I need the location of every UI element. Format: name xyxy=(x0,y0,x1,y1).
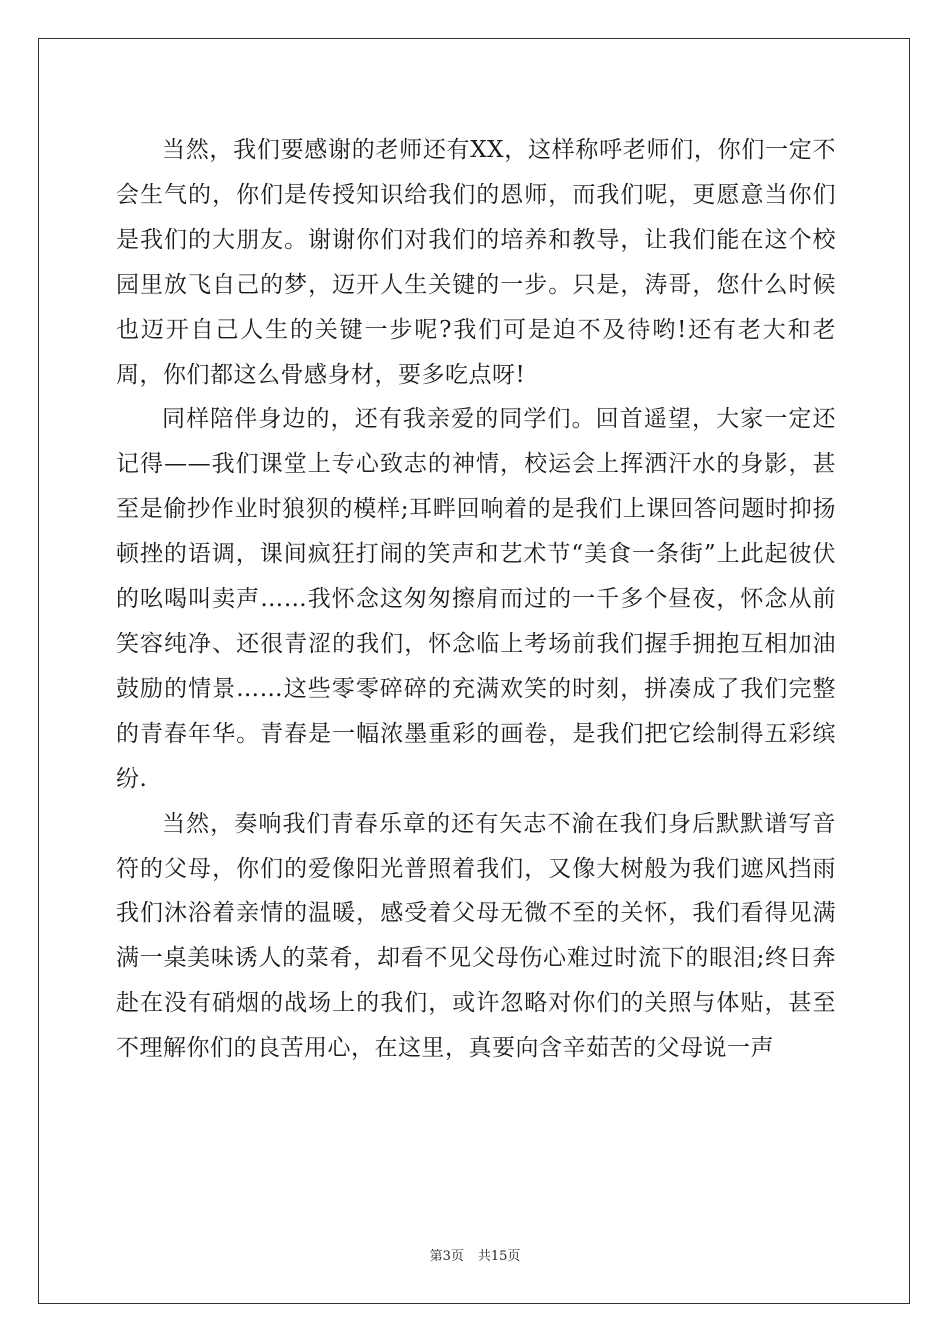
paragraph-parents: 当然，奏响我们青春乐章的还有矢志不渝在我们身后默默谱写音符的父母，你们的爱像阳光普照着我们，又像大树般为我们遮风挡雨我们沐浴着亲情的温暖，感受着父母无微不至的关怀，我们看得见满满一桌美味诱人的菜肴，却看不见父母伤心难过时流下的眼泪;终日奔赴在没有硝烟的战场上的我们，或许忽略对你们的关照与体贴，甚至不理解你们的良苦用心，在这里，真要向含辛茹苦的父母说一声 xyxy=(116,810,836,1062)
page-footer xyxy=(0,1245,950,1264)
paragraph-teachers: 当然，我们要感谢的老师还有XX，这样称呼老师们，你们一定不会生气的，你们是传授知识给我们的恩师，而我们呢，更愿意当你们是我们的大朋友。谢谢你们对我们的培养和教导，让我们能在这个校园里放飞自己的梦，迈开人生关键的一步。只是，涛哥，您什么时候也迈开自己人生的关键一步呢?我们可是迫不及待哟!还有老大和老周，你们都这么骨感身材，要多吃点呀! xyxy=(116,137,836,388)
page-number: 第3页 xyxy=(429,1249,464,1264)
paragraph-classmates: 同样陪伴身边的，还有我亲爱的同学们。回首遥望，大家一定还记得——我们课堂上专心致志的神情，校运会上挥洒汗水的身影，甚至是偷抄作业时狼狈的模样;耳畔回响着的是我们上课回答问题时抑扬顿挫的语调，课间疯狂打闹的笑声和艺术节“美食一条街”上此起彼伏的吆喝叫卖声……我怀念这匆匆擦肩而过的一千多个昼夜，怀念从前笑容纯净、还很青涩的我们，怀念临上考场前我们握手拥抱互相加油鼓励的情景……这些零零碎碎的充满欢笑的时刻，拼凑成了我们完整的青春年华。青春是一幅浓墨重彩的画卷，是我们把它绘制得五彩缤纷. xyxy=(116,406,836,792)
page-total: 共15页 xyxy=(477,1249,521,1264)
document-body xyxy=(116,128,836,1071)
